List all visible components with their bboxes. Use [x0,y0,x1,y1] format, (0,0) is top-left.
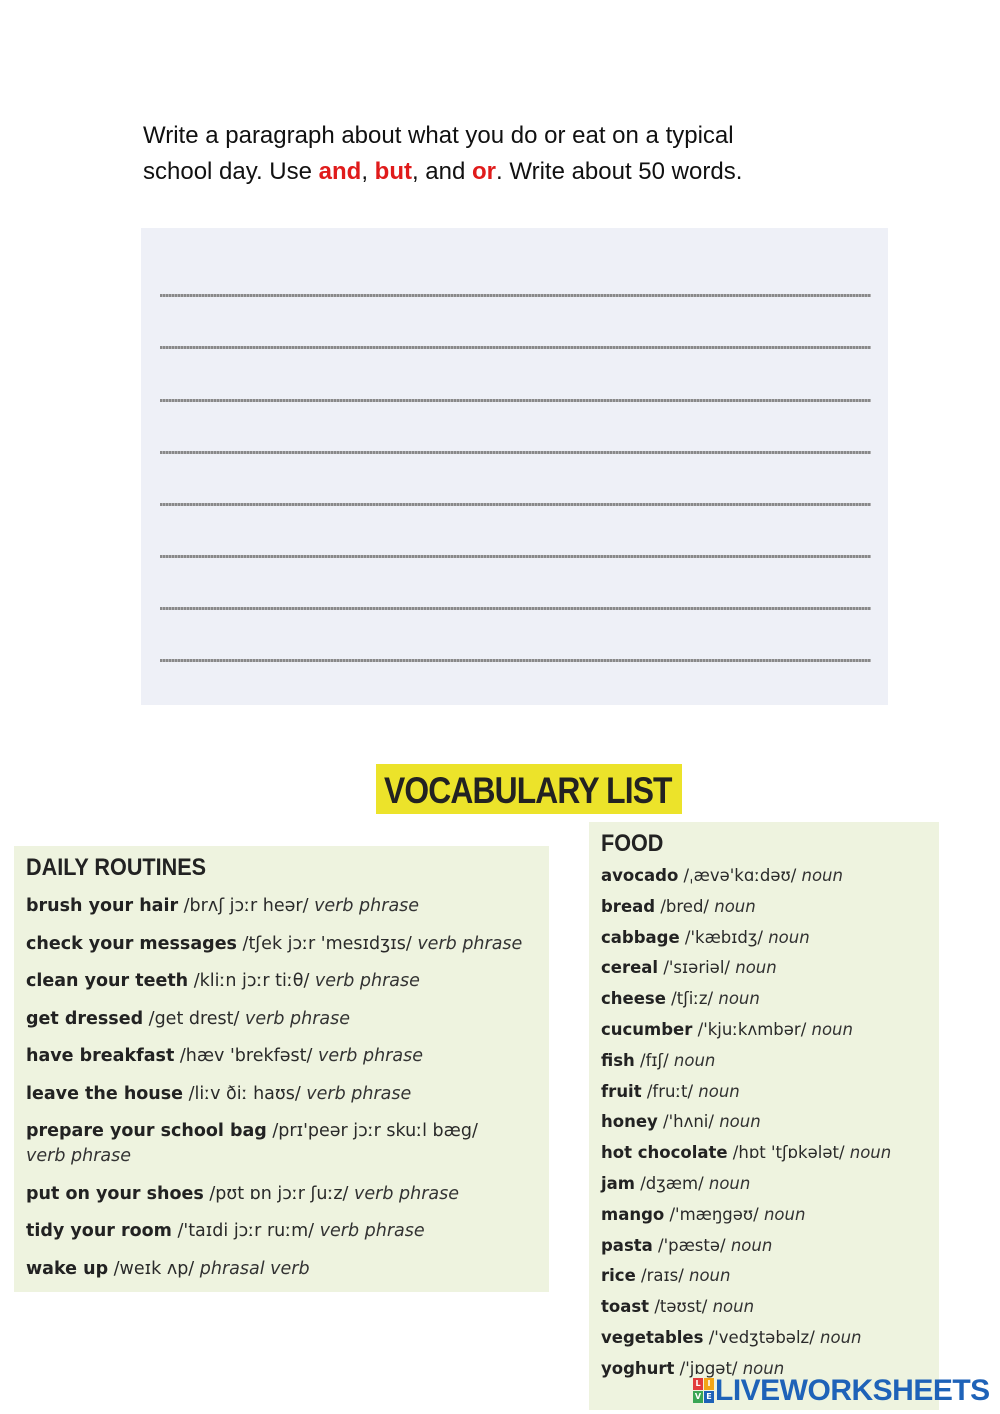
vocab-word: cheese [601,989,666,1009]
daily-routines-title: DAILY ROUTINES [26,854,207,881]
vocab-entry [601,1233,772,1258]
vocab-pronunciation: /brʌʃ jɔːr heər/ [178,896,315,916]
vocab-pronunciation: /bred/ [655,896,715,916]
vocab-word: hot chocolate [601,1143,728,1163]
vocab-word: have breakfast [26,1046,175,1066]
vocab-part-of-speech: noun [712,1297,755,1317]
vocab-entry [601,1325,861,1350]
vocab-part-of-speech: noun [768,927,810,947]
vocab-entry [26,1219,425,1244]
vocab-entry [26,1182,459,1207]
vocab-pronunciation: /pʊt ɒn jɔːr ʃuːz/ [203,1183,355,1204]
instructions [143,118,863,190]
liveworksheets-logo-icon: L I V E [693,1378,715,1404]
vocab-pronunciation: /fɪʃ/ [634,1050,674,1070]
writing-line[interactable] [160,503,871,506]
vocab-pronunciation: /'pæstə/ [652,1235,731,1255]
vocab-word: pasta [601,1235,653,1255]
vocab-pronunciation: /weɪk ʌp/ [108,1258,200,1279]
writing-line[interactable] [160,399,871,402]
vocab-part-of-speech: noun [708,1174,751,1193]
vocab-pronunciation: /prɪ'peər jɔːr skuːl bæg/ [266,1121,478,1141]
instructions-text: , [361,158,375,185]
writing-line[interactable] [160,294,871,297]
food-panel [589,822,939,1410]
vocab-entry [601,955,777,980]
writing-area[interactable] [141,228,888,705]
instructions-text: , and [411,158,473,185]
vocab-pronunciation: /fruːt/ [641,1081,699,1101]
instructions-text: school day. Use [143,158,319,185]
vocab-entry [601,1079,740,1104]
vocab-part-of-speech: noun [689,1266,731,1286]
liveworksheets-watermark [693,1374,993,1408]
liveworksheets-wordmark: LIVEWORKSHEETS [715,1374,990,1407]
vocab-word: cereal [601,958,659,978]
food-title: FOOD [601,830,664,857]
writing-line[interactable] [160,346,871,349]
vocab-pronunciation: /get drest/ [143,1008,245,1029]
vocab-pronunciation: /hɒt 'tʃɒkələt/ [727,1143,850,1163]
vocab-word: fish [601,1050,635,1070]
vocab-part-of-speech: noun [742,1358,785,1378]
vocab-word: honey [601,1112,658,1132]
vocab-word: prepare your school bag [26,1121,267,1141]
vocab-pronunciation: /liːv ðiː haʊs/ [183,1083,307,1104]
instructions-line-1: Write a paragraph about what you do or eat on a typical [143,122,734,149]
vocab-entry [601,986,760,1011]
vocab-part-of-speech: noun [719,1112,761,1132]
vocab-pronunciation: /dʒæm/ [634,1174,709,1193]
vocab-pronunciation: /hæv 'brekfəst/ [174,1046,318,1066]
vocab-part-of-speech: verb phrase [314,971,420,991]
vocab-part-of-speech: noun [735,958,777,978]
vocab-word: mango [601,1204,665,1224]
vocab-pronunciation: /'sɪəriəl/ [658,958,736,978]
vocabulary-list-banner [376,764,682,814]
vocab-part-of-speech: phrasal verb [199,1258,310,1279]
vocab-word: jam [601,1174,635,1193]
vocab-pronunciation: /'hʌni/ [657,1112,720,1132]
vocab-word: vegetables [601,1328,704,1347]
vocab-pronunciation: /'jɒgət/ [674,1358,743,1378]
vocab-part-of-speech: noun [698,1081,740,1101]
vocab-entry [26,1044,423,1069]
instructions-line-2 [143,154,863,190]
vocab-entry [601,1017,853,1042]
vocab-entry [601,1109,761,1134]
vocab-entry [601,1140,891,1165]
vocab-entry [601,863,843,888]
vocab-entry [601,894,756,919]
vocab-word: get dressed [26,1008,144,1029]
vocab-pronunciation: /tʃek jɔːr 'mesɪdʒɪs/ [236,933,418,954]
vocab-word: fruit [601,1081,642,1101]
vocab-part-of-speech: noun [801,866,843,885]
writing-line[interactable] [160,555,871,558]
writing-line[interactable] [160,607,871,610]
vocab-entry [601,925,810,950]
vocab-entry [601,1048,715,1073]
vocab-part-of-speech: verb phrase [245,1008,350,1029]
vocab-pronunciation: /tʃiːz/ [665,989,719,1009]
vocab-entry [26,1007,350,1032]
vocab-part-of-speech: noun [673,1050,716,1070]
vocab-pronunciation: /təʊst/ [649,1297,713,1317]
vocab-word: bread [601,896,656,916]
vocab-part-of-speech: noun [730,1235,773,1255]
vocab-pronunciation: /'kæbɪdʒ/ [679,927,769,947]
vocabulary-list-title: VOCABULARY LIST [384,770,672,811]
vocab-part-of-speech: noun [811,1020,853,1039]
vocab-entry [601,1263,730,1288]
writing-line[interactable] [160,451,871,454]
vocab-word: brush your hair [26,896,179,916]
instructions-text: . Write about 50 words. [496,158,743,185]
writing-line[interactable] [160,659,871,662]
vocab-pronunciation: /'taɪdi jɔːr ruːm/ [171,1221,320,1241]
vocab-part-of-speech: verb phrase [306,1083,412,1104]
vocab-entry [601,1294,754,1319]
vocab-word: avocado [601,866,679,885]
vocab-part-of-speech: noun [820,1328,862,1347]
vocab-entry [26,1119,478,1169]
vocab-entry [26,1082,411,1107]
vocab-part-of-speech: noun [763,1204,806,1224]
daily-routines-panel [14,846,549,1292]
vocab-word: toast [601,1297,650,1317]
vocab-pronunciation: /ˌævə'kɑːdəʊ/ [678,866,802,885]
vocab-entry [601,1202,805,1227]
vocab-entry [26,1257,310,1282]
vocab-pronunciation: /'vedʒtəbəlz/ [703,1328,821,1347]
keyword-and: and [318,158,362,185]
vocab-part-of-speech: verb phrase [319,1221,425,1241]
vocab-part-of-speech: noun [714,896,756,916]
vocab-word: tidy your room [26,1221,172,1241]
keyword-or: or [472,158,497,185]
vocab-pronunciation: /'kjuːkʌmbər/ [692,1020,812,1039]
vocab-part-of-speech: noun [849,1143,892,1163]
vocab-word: cucumber [601,1020,693,1039]
vocab-word: clean your teeth [26,971,189,991]
vocab-word: rice [601,1266,636,1286]
vocab-word: put on your shoes [26,1183,204,1204]
vocab-entry [26,932,522,957]
vocab-word: check your messages [26,933,237,954]
keyword-but: but [374,158,412,185]
vocab-pronunciation: /'mæŋgəʊ/ [664,1204,764,1224]
vocab-word: cabbage [601,927,680,947]
vocab-part-of-speech: verb phrase [354,1183,460,1204]
vocab-entry [26,969,420,994]
vocab-pronunciation: /kliːn jɔːr tiːθ/ [188,971,315,991]
vocab-entry [601,1171,750,1196]
vocab-entry [26,894,419,919]
vocab-part-of-speech: verb phrase [26,1146,131,1166]
vocab-part-of-speech: verb phrase [314,896,420,916]
vocab-word: wake up [26,1258,109,1279]
vocab-word: yoghurt [601,1358,675,1378]
vocab-part-of-speech: verb phrase [317,1046,423,1066]
vocab-word: leave the house [26,1083,184,1104]
vocab-pronunciation: /raɪs/ [635,1266,689,1286]
vocab-part-of-speech: noun [718,989,760,1009]
vocab-part-of-speech: verb phrase [417,933,523,954]
